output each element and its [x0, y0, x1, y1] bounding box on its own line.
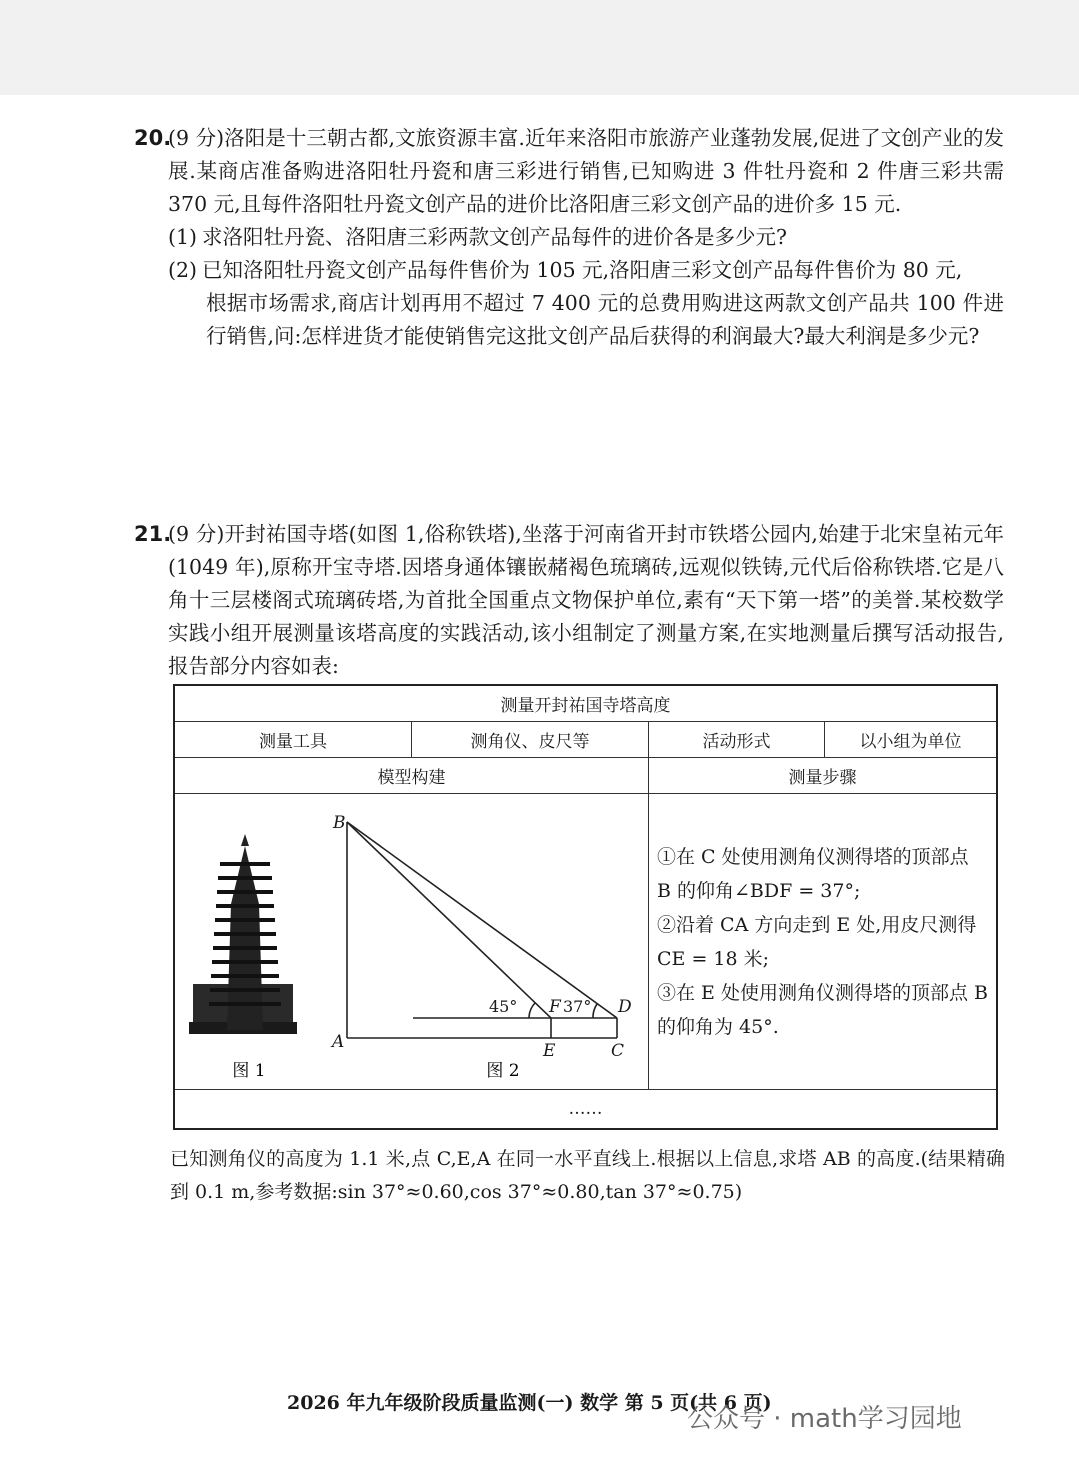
label-a: A [332, 1032, 345, 1052]
model-header: 模型构建 [174, 758, 649, 794]
page-footer: 2026 年九年级阶段质量监测(一) 数学 第 5 页(共 6 页) [287, 1392, 772, 1414]
table-ellipsis: …… [174, 1090, 997, 1130]
steps-header: 测量步骤 [649, 758, 998, 794]
label-b: B [333, 813, 346, 833]
tools-label: 测量工具 [174, 722, 412, 758]
form-label: 活动形式 [649, 722, 825, 758]
subquestion-index: (1) [168, 225, 198, 249]
sightline-37 [347, 822, 617, 1018]
subquestion-index: (2) [168, 258, 198, 282]
question-number: 21. [134, 522, 172, 546]
question-21-conclusion: 已知测角仪的高度为 1.1 米,点 C,E,A 在同一水平直线上.根据以上信息,求塔 AB 的高度.(结果精确到 0.1 m,参考数据:sin 37°≈0.60,cos 37°≈0.80,tan 37°≈0.75) [170, 1148, 1005, 1203]
form-value: 以小组为单位 [825, 722, 998, 758]
question-body: (9 分)洛阳是十三朝古都,文旅资源丰富.近年来洛阳市旅游产业蓬勃发展,促进了文创产业的发展.某商店准备购进洛阳牡丹瓷和唐三彩进行销售,已知购进 3 件牡丹瓷和 2 件唐三彩共需 370 元,且每件洛阳牡丹瓷文创产品的进价比洛阳唐三彩文创产品的进价多 15 元. [168, 126, 1004, 216]
sightline-45 [347, 822, 551, 1018]
steps-cell [649, 794, 998, 1090]
measurement-step: ②沿着 CA 方向走到 E 处,用皮尺测得 CE = 18 米; [657, 913, 977, 970]
label-d: D [618, 997, 632, 1017]
question-20 [134, 122, 1004, 353]
angle-45-label: 45° [489, 997, 518, 1016]
subquestion-2-continued: 根据市场需求,商店计划再用不超过 7 400 元的总费用购进这两款文创产品共 100 件进行销售,问:怎样进货才能使销售完这批文创产品后获得的利润最大?最大利润是多少元? [206, 291, 1004, 348]
figure-cell [174, 794, 649, 1090]
report-title: 测量开封祐国寺塔高度 [174, 685, 997, 722]
fig1-caption: 图 1 [232, 1061, 266, 1081]
question-21 [134, 518, 1004, 683]
subquestion-1 [168, 221, 1004, 254]
angle-arc-37 [593, 1004, 597, 1018]
subquestion-text: 求洛阳牡丹瓷、洛阳唐三彩两款文创产品每件的进价各是多少元? [202, 225, 787, 249]
measurement-step: ①在 C 处使用测角仪测得塔的顶部点 B 的仰角∠BDF = 37°; [657, 845, 969, 902]
question-number: 20. [134, 126, 172, 150]
fig2-caption: 图 2 [486, 1061, 520, 1081]
figures-svg [175, 794, 645, 1089]
pagoda-illustration [189, 834, 297, 1034]
label-c: C [611, 1041, 625, 1061]
watermark: 公众号 · math学习园地 [687, 1404, 962, 1434]
subquestion-text-line1: 已知洛阳牡丹瓷文创产品每件售价为 105 元,洛阳唐三彩文创产品每件售价为 80 元, [202, 258, 963, 282]
subquestion-2 [168, 254, 1004, 287]
angle-arc-45 [529, 1003, 535, 1018]
activity-report-table [173, 684, 998, 1130]
tools-value: 测角仪、皮尺等 [412, 722, 649, 758]
measurement-step: ③在 E 处使用测角仪测得塔的顶部点 B 的仰角为 45°. [657, 981, 988, 1038]
question-body: (9 分)开封祐国寺塔(如图 1,俗称铁塔),坐落于河南省开封市铁塔公园内,始建于北宋皇祐元年(1049 年),原称开宝寺塔.因塔身通体镶嵌赭褐色琉璃砖,远观似铁铸,元代后俗称铁塔.它是八角十三层楼阁式琉璃砖塔,为首批全国重点文物保护单位,素有“天下第一塔”的美誉.某校数学实践小组开展测量该塔高度的实践活动,该小组制定了测量方案,在实地测量后撰写活动报告,报告部分内容如表: [168, 522, 1004, 678]
label-f: F [549, 997, 561, 1017]
angle-37-label: 37° [563, 997, 592, 1016]
label-e: E [543, 1041, 556, 1061]
